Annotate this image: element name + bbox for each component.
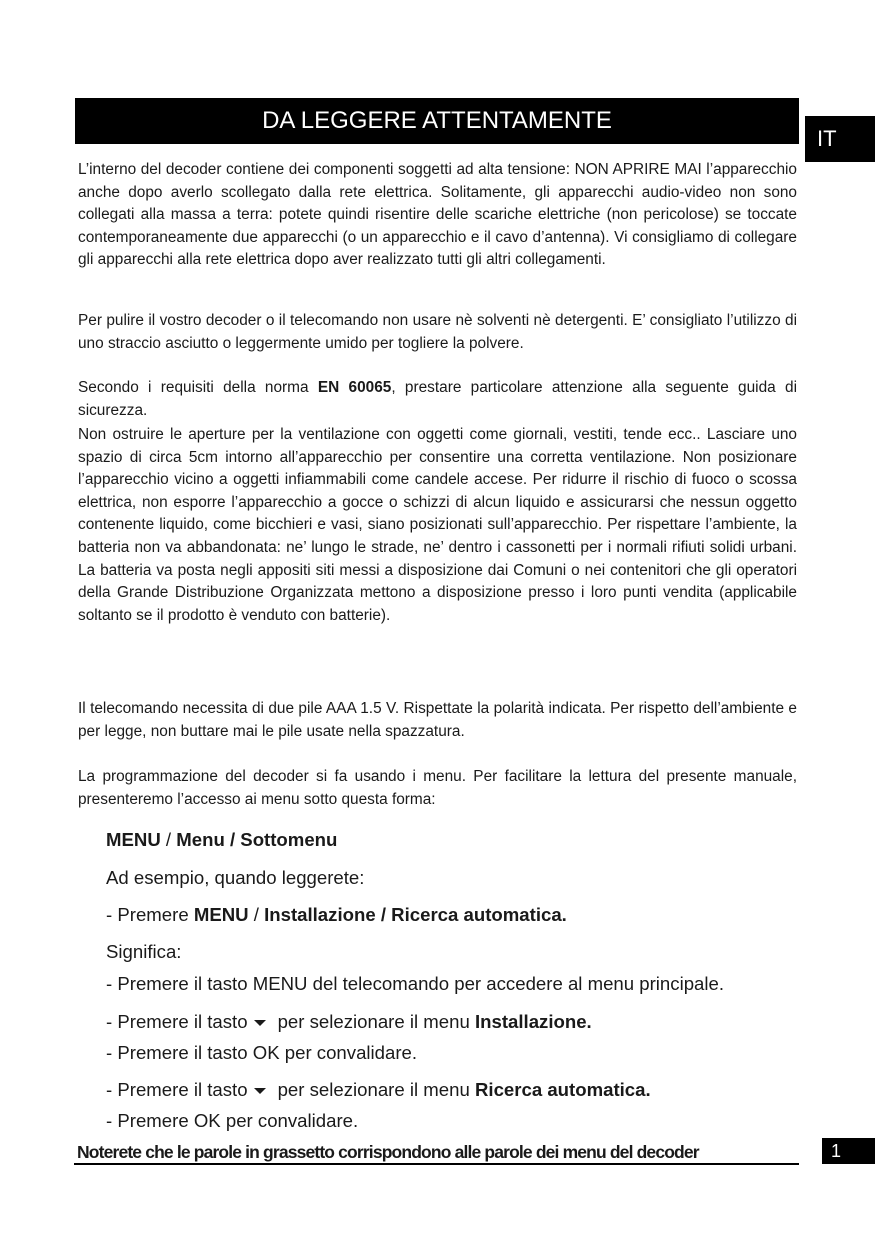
command-path: Installazione / Ricerca automatica. (264, 904, 567, 925)
step-4-pre: - Premere il tasto (106, 1079, 248, 1100)
menu-path-main: MENU (106, 829, 161, 850)
example-command (106, 903, 806, 927)
note-underline (74, 1163, 799, 1165)
example-intro: Ad esempio, quando leggerete: (106, 867, 365, 888)
paragraph-menu-intro: La programmazione del decoder si fa usando i menu. Per facilitare la lettura del presente manuale, presenteremo l’accesso ai menu sotto questa forma: (78, 768, 797, 808)
step-2-menu: Installazione. (474, 1011, 592, 1032)
paragraph-high-voltage: L’interno del decoder contiene dei componenti soggetti ad alta tensione: NON APRIRE MAI l’apparecchio anche dopo averlo scollegato dalla rete elettrica. Solitamente, gli apparecchi audio-video non sono collegati alla massa a terra: potete quindi risentire delle scariche elettriche (non pericolose) se toccate contemporaneamente due apparecchi (o un apparecchio e il cavo d’antenna). Vi consigliamo di collegare gli apparecchi alla rete elettrica dopo aver realizzato tutti gli altri collegamenti. (78, 161, 797, 269)
norm-code: EN 60065 (317, 379, 392, 396)
step-5: - Premere OK per convalidare. (106, 1110, 359, 1131)
step-4-menu: Ricerca automatica. (474, 1079, 651, 1100)
step-3: - Premere il tasto OK per convalidare. (106, 1042, 418, 1063)
command-menu: MENU (193, 904, 249, 925)
norm-text-pre: Secondo i requisiti della norma (78, 379, 318, 396)
menu-path-separator: / (160, 829, 177, 850)
paragraph-cleaning: Per pulire il vostro decoder o il telecomando non usare nè solventi nè detergenti. E’ consigliato l’utilizzo di uno straccio asciutto o leggermente umido per togliere la polvere. (78, 312, 797, 352)
meaning-label: Significa: (106, 941, 182, 962)
norm-text-post: , prestare particolare attenzione alla seguente guida di sicurezza. (78, 379, 797, 419)
step-4-mid: per selezionare il menu (277, 1079, 475, 1100)
command-separator: / (248, 904, 265, 925)
step-2 (106, 1010, 806, 1034)
paragraph-norm (78, 377, 797, 422)
menu-path-format (106, 828, 806, 852)
bold-words-note: Noterete che le parole in grassetto corrispondono alle parole dei menu del decoder (77, 1142, 699, 1162)
paragraph-batteries: Il telecomando necessita di due pile AAA 1.5 V. Rispettate la polarità indicata. Per rispetto dell’ambiente e per legge, non buttare mai le pile usate nella spazzatura. (78, 700, 797, 740)
section-title: DA LEGGERE ATTENTAMENTE (75, 98, 799, 144)
arrow-down-icon (254, 1088, 266, 1094)
step-2-mid: per selezionare il menu (277, 1011, 475, 1032)
page-number: 1 (822, 1138, 875, 1164)
language-tab: IT (805, 116, 875, 162)
paragraph-safety: Non ostruire le aperture per la ventilazione con oggetti come giornali, vestiti, tende ecc.. Lasciare uno spazio di circa 5cm intorno all’apparecchio per consentire una corretta ventilazione. Non posizionare l’apparecchio vicino a oggetti infiammabili come candele accese. Per ridurre il rischio di fuoco o scossa elettrica, non esporre l’apparecchio a gocce o schizzi di alcun liquido e assicurarsi che nessun oggetto contenente liquido, come bicchieri e vasi, siano posizionati sull’apparecchio. Per rispettare l’ambiente, la batteria non va abbandonata: ne’ lungo le strade, ne’ dentro i cassonetti per i normali rifiuti solidi urbani. La batteria va posta negli appositi siti messi a disposizione dai Comuni o nei contenitori che gli operatori della Grande Distribuzione Organizzata mettono a disposizione presso i loro punti vendita (applicabile soltanto se il prodotto è venduto con batterie). (78, 426, 797, 624)
step-4 (106, 1078, 806, 1102)
step-2-pre: - Premere il tasto (106, 1011, 248, 1032)
arrow-down-icon (254, 1020, 266, 1026)
step-1: - Premere il tasto MENU del telecomando per accedere al menu principale. (106, 973, 725, 994)
menu-path-sub: Menu / Sottomenu (176, 829, 338, 850)
command-pre: - Premere (106, 904, 194, 925)
